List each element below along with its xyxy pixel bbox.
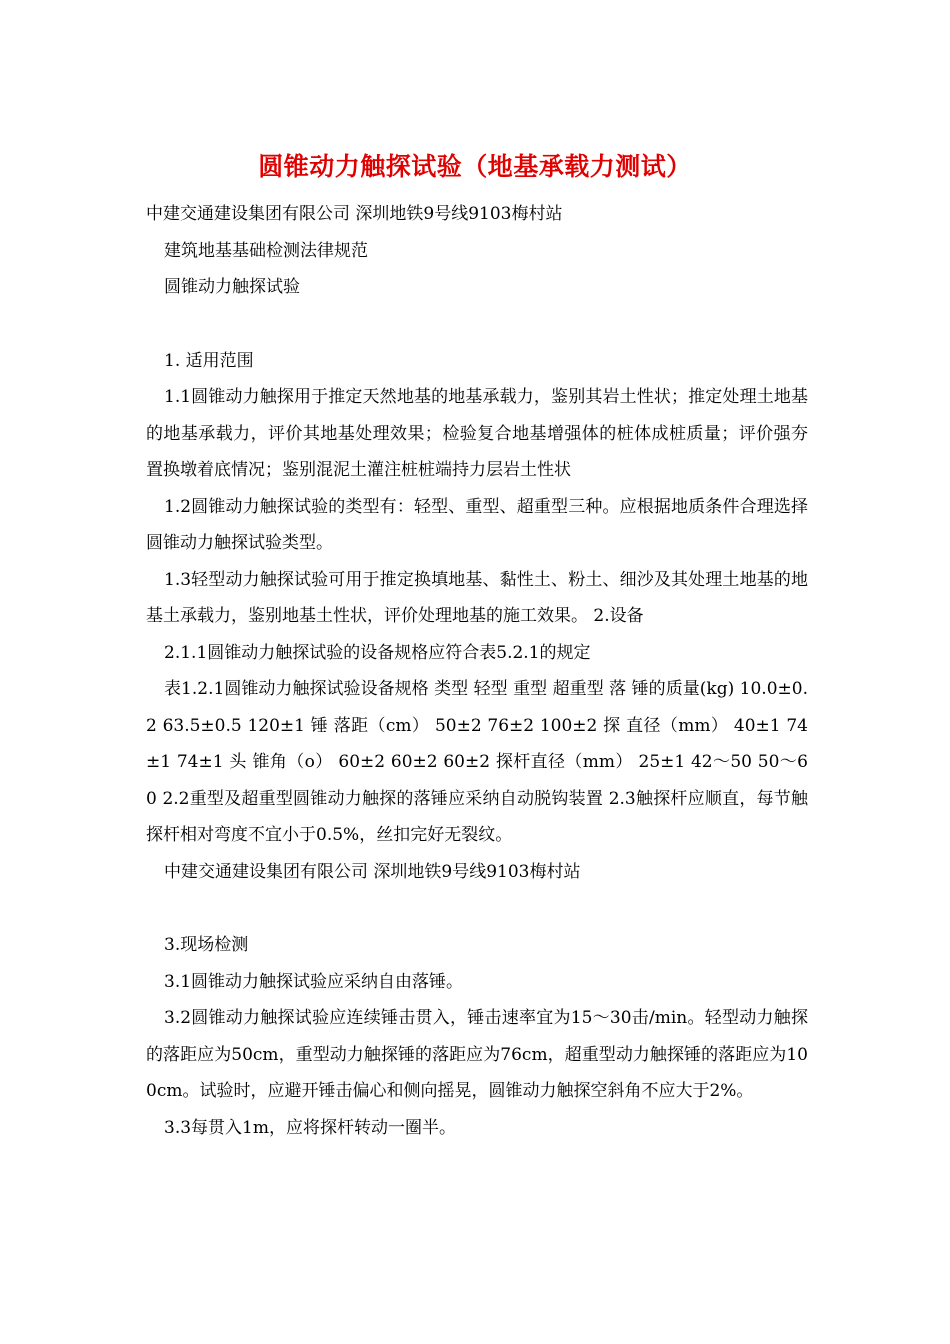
company-line: 中建交通建设集团有限公司 深圳地铁9号线9103梅村站 [146,204,563,224]
paragraph-3-2: 3.2圆锥动力触探试验应连续锤击贯入，锤击速率宜为15～30击/min。轻型动力触探的落距应为50cm，重型动力触探锤的落距应为76cm，超重型动力触探锤的落距应为100cm。试验时，应避开锤击偏心和侧向摇晃，圆锥动力触探空斜角不应大于2%。 [146,1008,808,1101]
paragraph-1-1: 1.1圆锥动力触探用于推定天然地基的地基承载力，鉴别其岩土性状；推定处理土地基的地基承载力，评价其地基处理效果；检验复合地基增强体的桩体成桩质量；评价强夯置换墩着底情况；鉴别混泥土灌注桩桩端持力层岩土性状 [146,387,808,480]
section-heading-scope: 1. 适用范围 [164,350,254,371]
paragraph-2-1-1: 2.1.1圆锥动力触探试验的设备规格应符合表5.2.1的规定 [164,642,591,663]
paragraph-1-2: 1.2圆锥动力触探试验的类型有：轻型、重型、超重型三种。应根据地质条件合理选择圆锥动力触探试验类型。 [146,496,808,553]
blank-line [146,306,808,343]
blank-line [146,890,808,927]
standard-line: 建筑地基基础检测法律规范 [164,240,368,261]
test-name-line: 圆锥动力触探试验 [164,277,300,297]
section-heading-field-test: 3.现场检测 [164,935,249,955]
paragraph-table-1-2-1: 表1.2.1圆锥动力触探试验设备规格 类型 轻型 重型 超重型 落 锤的质量(kg) 10.0±0.2 63.5±0.5 120±1 锤 落距（cm） 50±2 76±2 100±2 探 直径（mm） 40±1 74±1 74±1 头 锥角（o） 60±2 60±2 60±2 探杆直径（mm） 25±1 42～50 50～60 2.2重型及超重型圆锥动力触探的落锤应采纳自动脱钩装置 2.3触探杆应顺直，每节触探杆相对弯度不宜小于0.5%，丝扣完好无裂纹。 [146,679,808,845]
paragraph-3-3: 3.3每贯入1m，应将探杆转动一圈半。 [164,1117,456,1138]
document-title: 圆锥动力触探试验（地基承载力测试） [258,152,692,181]
paragraph-3-1: 3.1圆锥动力触探试验应采纳自由落锤。 [164,971,464,992]
paragraph-1-3: 1.3轻型动力触探试验可用于推定换填地基、黏性土、粉土、细沙及其处理土地基的地基土承载力，鉴别地基土性状，评价处理地基的施工效果。 2.设备 [146,569,808,626]
company-line-repeat: 中建交通建设集团有限公司 深圳地铁9号线9103梅村站 [164,861,581,882]
document-body [146,196,808,1146]
